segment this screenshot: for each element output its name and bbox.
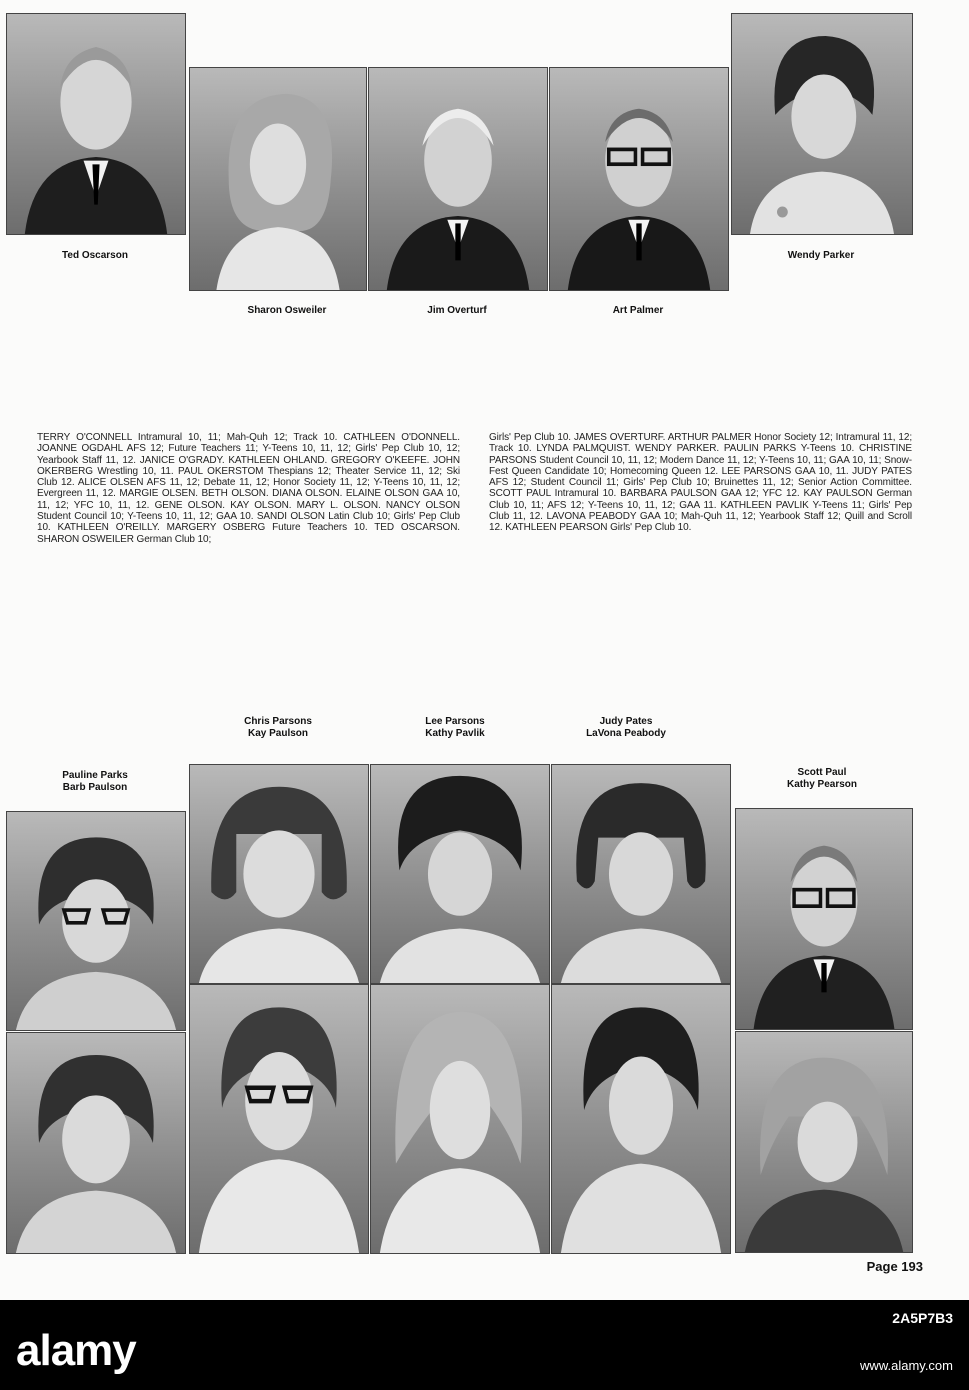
portrait-lee-parsons bbox=[370, 764, 550, 984]
portrait-wendy-parker bbox=[731, 13, 913, 235]
caption-art-palmer: Art Palmer bbox=[612, 305, 664, 316]
stock-watermark-footer bbox=[0, 1300, 969, 1390]
biography-column-left: TERRY O'CONNELL Intramural 10, 11; Mah-Quh 12; Track 10. CATHLEEN O'DONNELL. JOANNE OGDAHL AFS 12; Future Teachers 11; Y-Teens 10, 11, 12; Girls' Pep Club 10, 12; Yearbook Staff 11, 12. JANICE O'GRADY. KATHLEEN OHLAND. GREGORY O'KEEFE. JOHN OKERBERG Wrestling 10, 11. PAUL OKERSTOM Thespians 12; Theater Service 11, 12; Ski Club 12. ALICE OLSEN AFS 11, 12; Debate 11, 12; Honor Society 11, 12; Y-Teens 10, 11, 12; Evergreen 11, 12. MARGIE OLSEN. BETH OLSON. DIANA OLSON. ELAINE OLSON GAA 10, 11, 12; YFC 10, 11, 12. GENE OLSON. KAY OLSON. MARY L. OLSON. NANCY OLSON Student Council 10; Y-Teens 10, 11, 12; GAA 10. SANDI OLSON Latin Club 10; Girls' Pep Club 10. KATHLEEN O'REILLY. MARGERY OSBERG Future Teachers 10. TED OSCARSON. SHARON OSWEILER German Club 10; bbox=[37, 432, 460, 545]
caption-scott-paul-kathy-pearson: Scott Paul Kathy Pearson bbox=[786, 767, 858, 790]
caption-lee-parsons-kathy-pavlik: Lee Parsons Kathy Pavlik bbox=[425, 716, 485, 739]
portrait-jim-overturf bbox=[368, 67, 548, 291]
caption-jim-overturf: Jim Overturf bbox=[427, 305, 487, 316]
portrait-sharon-osweiler bbox=[189, 67, 367, 291]
portrait-judy-pates bbox=[551, 764, 731, 984]
page-number: Page 193 bbox=[866, 1259, 923, 1274]
portrait-chris-parsons bbox=[189, 764, 369, 984]
portrait-art-palmer bbox=[549, 67, 729, 291]
portrait-scott-paul bbox=[735, 808, 913, 1030]
portrait-barb-paulson bbox=[6, 1032, 186, 1254]
caption-wendy-parker: Wendy Parker bbox=[787, 250, 855, 261]
portrait-ted-oscarson bbox=[6, 13, 186, 235]
portrait-kathy-pavlik bbox=[370, 984, 550, 1254]
caption-pauline-parks-barb-paulson: Pauline Parks Barb Paulson bbox=[62, 770, 128, 793]
portrait-lavona-peabody bbox=[551, 984, 731, 1254]
caption-sharon-osweiler: Sharon Osweiler bbox=[247, 305, 327, 316]
portrait-kay-paulson bbox=[189, 984, 369, 1254]
footer-image-id: 2A5P7B3 bbox=[892, 1310, 953, 1326]
footer-brand-logo: alamy bbox=[16, 1326, 136, 1375]
caption-chris-parsons-kay-paulson: Chris Parsons Kay Paulson bbox=[244, 716, 312, 739]
biography-column-right: Girls' Pep Club 10. JAMES OVERTURF. ARTHUR PALMER Honor Society 12; Intramural 11, 12; Track 10. LYNDA PALMQUIST. WENDY PARKER. PAULIN PARKS Y-Teens 10. CHRISTINE PARSONS Student Council 10, 11, 12; Modern Dance 11, 12; Y-Teens 10, 11; GAA 10, 11; Snow-Fest Queen Candidate 10; Homecoming Queen 12. LEE PARSONS GAA 10, 11. JUDY PATES AFS 12; Student Council 11; Girls' Pep Club 10; Bruinettes 11, 12; Senior Action Committee. SCOTT PAUL Intramural 10. BARBARA PAULSON GAA 12; YFC 12. KAY PAULSON German Club 10, 11; AFS 12; Y-Teens 10, 11, 12; GAA 11. KATHLEEN PAVLIK Y-Teens 11; Girls' Pep Club 11, 12. LAVONA PEABODY GAA 10; Mah-Quh 11, 12; Yearbook Staff 12; Quill and Scroll 12. KATHLEEN PEARSON Girls' Pep Club 10. bbox=[489, 432, 912, 534]
footer-site-url: www.alamy.com bbox=[860, 1358, 953, 1373]
portrait-kathy-pearson bbox=[735, 1031, 913, 1253]
caption-judy-pates-lavona-peabody: Judy Pates LaVona Peabody bbox=[586, 716, 666, 739]
caption-ted-oscarson: Ted Oscarson bbox=[62, 250, 128, 261]
portrait-pauline-parks bbox=[6, 811, 186, 1031]
